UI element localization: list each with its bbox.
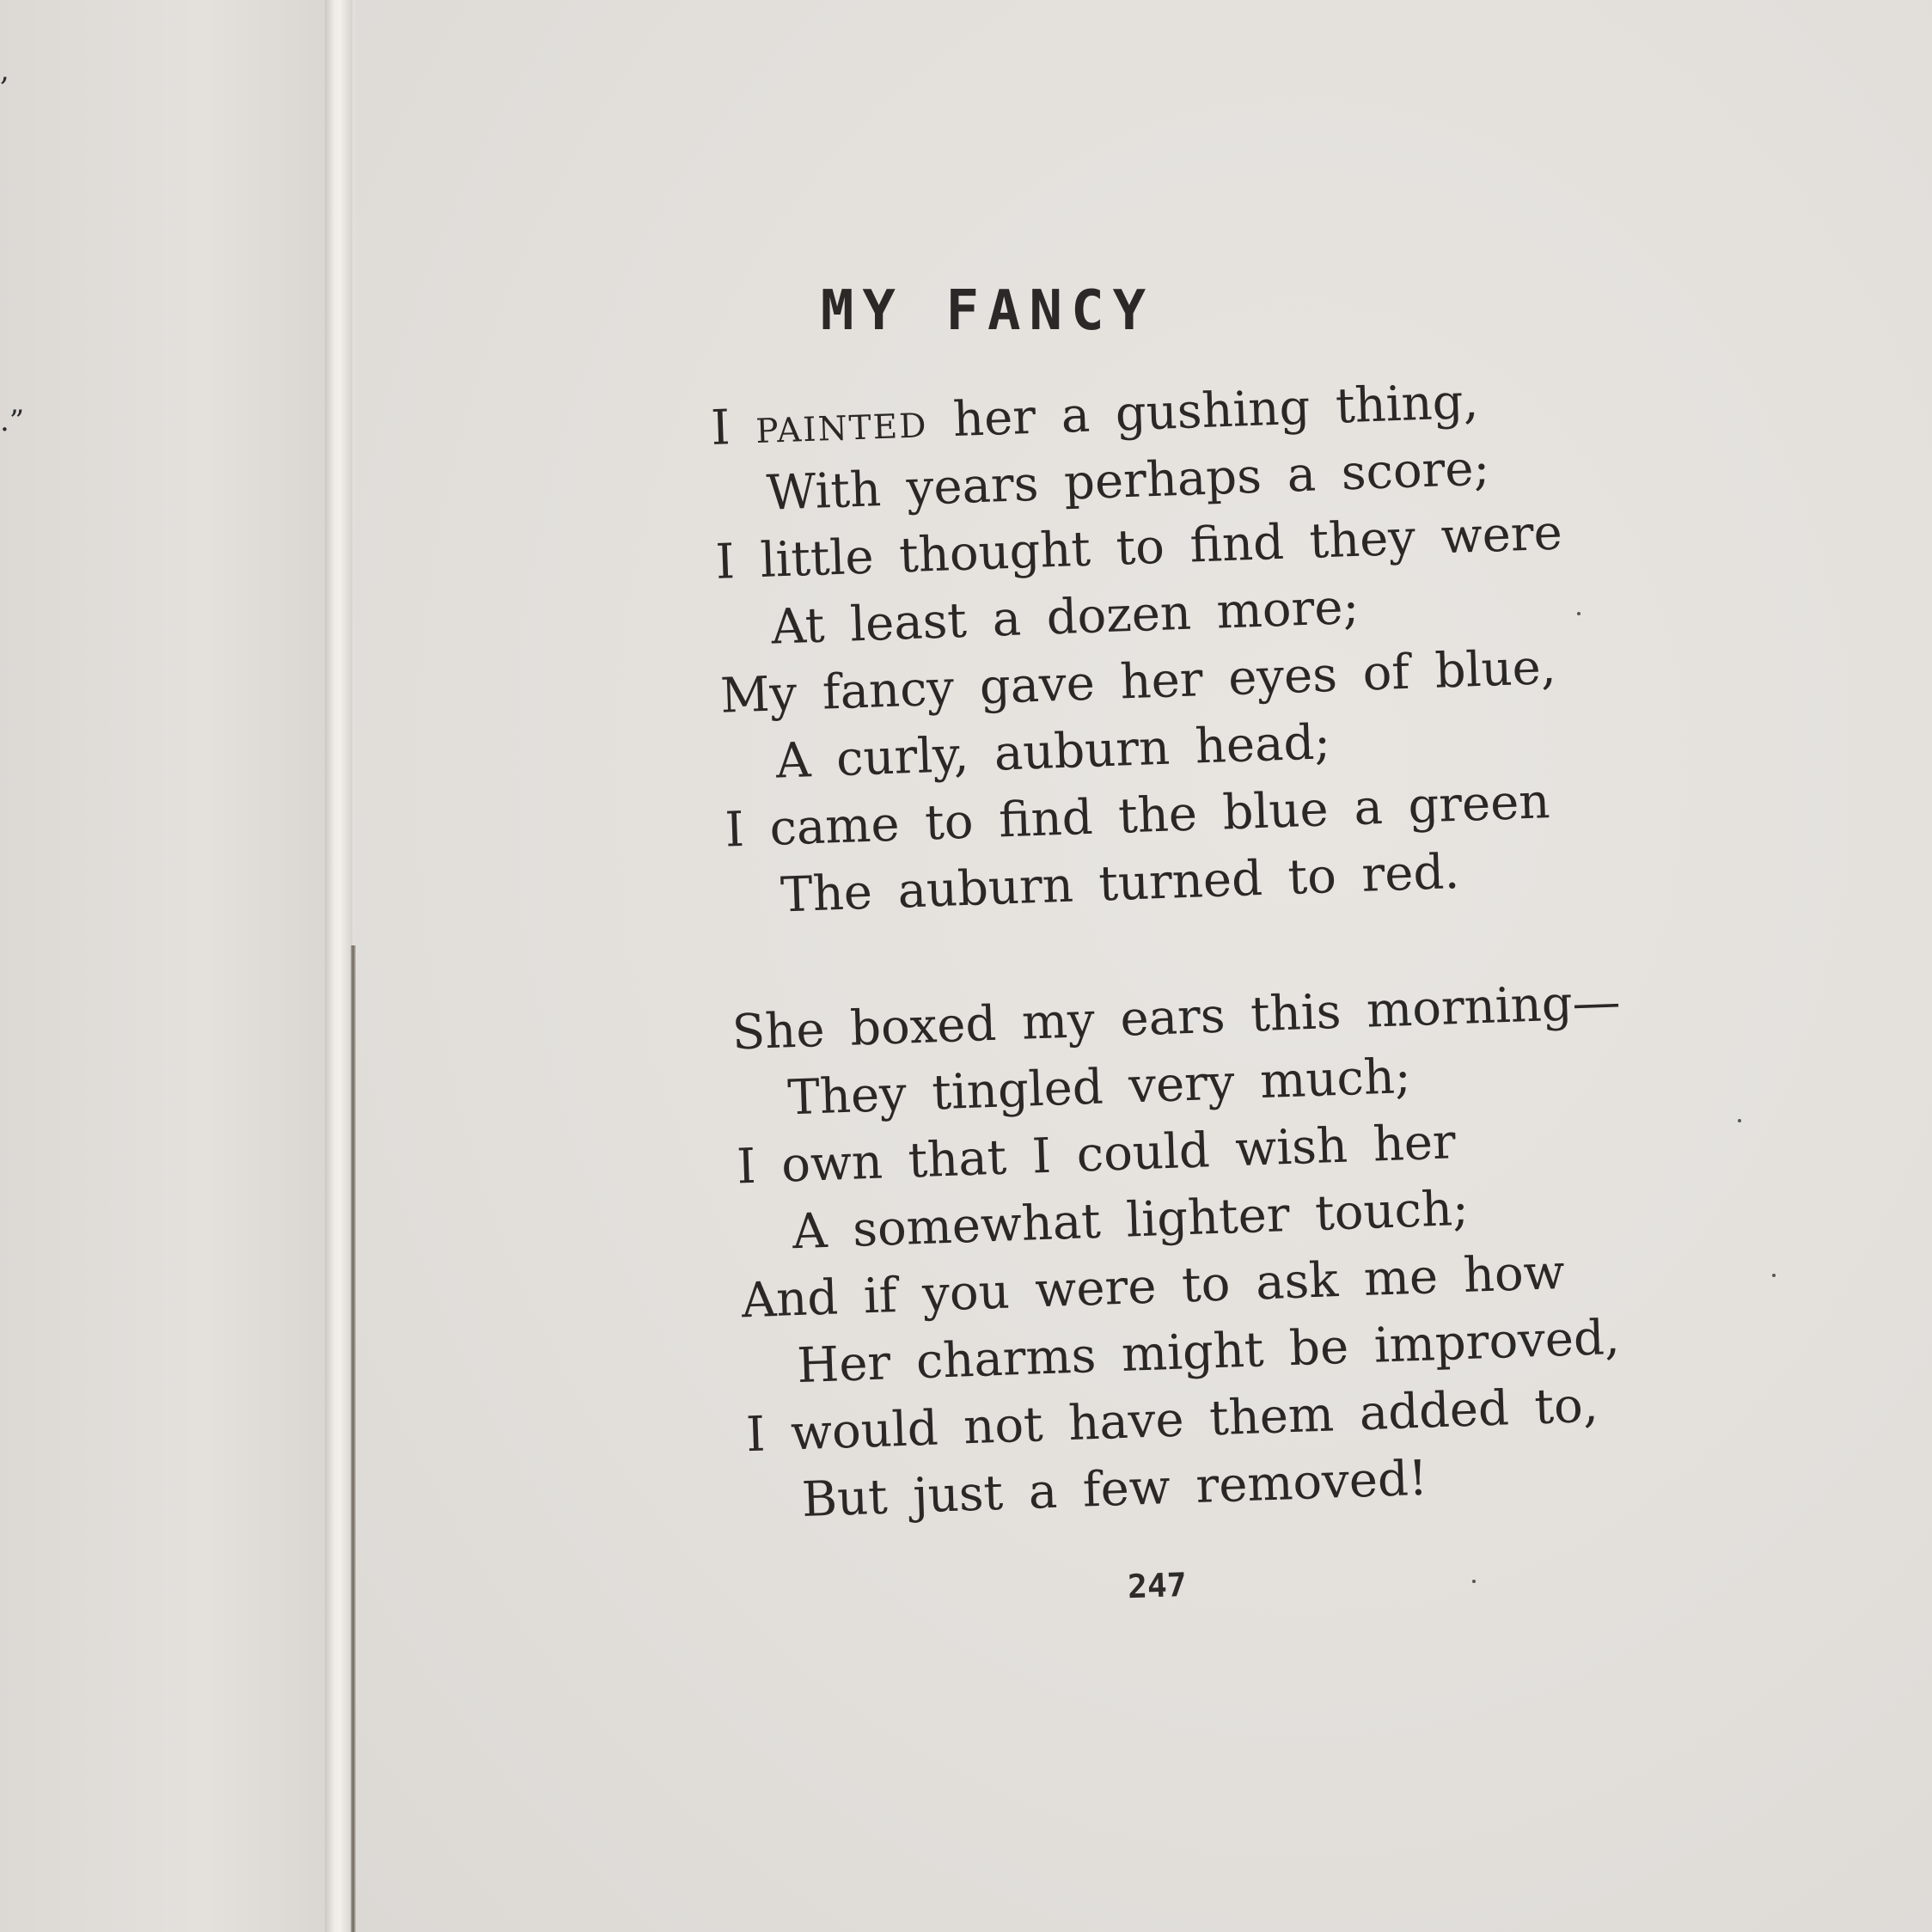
paper-speck xyxy=(1738,1119,1741,1122)
poem-body xyxy=(710,364,1626,1536)
poem-line: I little thought to find they were xyxy=(714,504,1563,590)
poem-line: She boxed my ears this morning— xyxy=(731,974,1622,1061)
paper-speck xyxy=(1577,612,1580,615)
poem-line: With years perhaps a score; xyxy=(765,440,1491,522)
poem-line: A somewhat lighter touch; xyxy=(791,1180,1470,1261)
poem-line: A curly, auburn head; xyxy=(774,714,1332,790)
poem-line: I came to find the blue a green xyxy=(724,773,1551,859)
poem-line: Her charms might be improved, xyxy=(796,1309,1621,1395)
poem-line: I own that I could wish her xyxy=(736,1114,1457,1195)
poem-line: My fancy gave her eyes of blue, xyxy=(719,639,1557,724)
paper-speck xyxy=(1772,1274,1776,1277)
poem-line: At least a dozen more; xyxy=(770,578,1360,656)
first-line-rest: her a gushing thing, xyxy=(951,373,1480,449)
poem-line: They tingled very much; xyxy=(786,1049,1412,1127)
left-page-mark: .” xyxy=(0,404,25,438)
poem-line: But just a few removed! xyxy=(800,1450,1429,1529)
first-word: I xyxy=(710,400,731,456)
poem-line: And if you were to ask me how xyxy=(740,1244,1566,1330)
poem-line: I would not have them added to, xyxy=(745,1377,1599,1464)
poem-title: MY FANCY xyxy=(820,279,1155,343)
paper-speck xyxy=(1472,1580,1476,1583)
left-page-mark: , xyxy=(0,53,9,88)
first-smallcaps: painted xyxy=(755,393,929,455)
poem-line: The auburn turned to red. xyxy=(780,843,1461,924)
page-number: 247 xyxy=(1127,1565,1188,1606)
